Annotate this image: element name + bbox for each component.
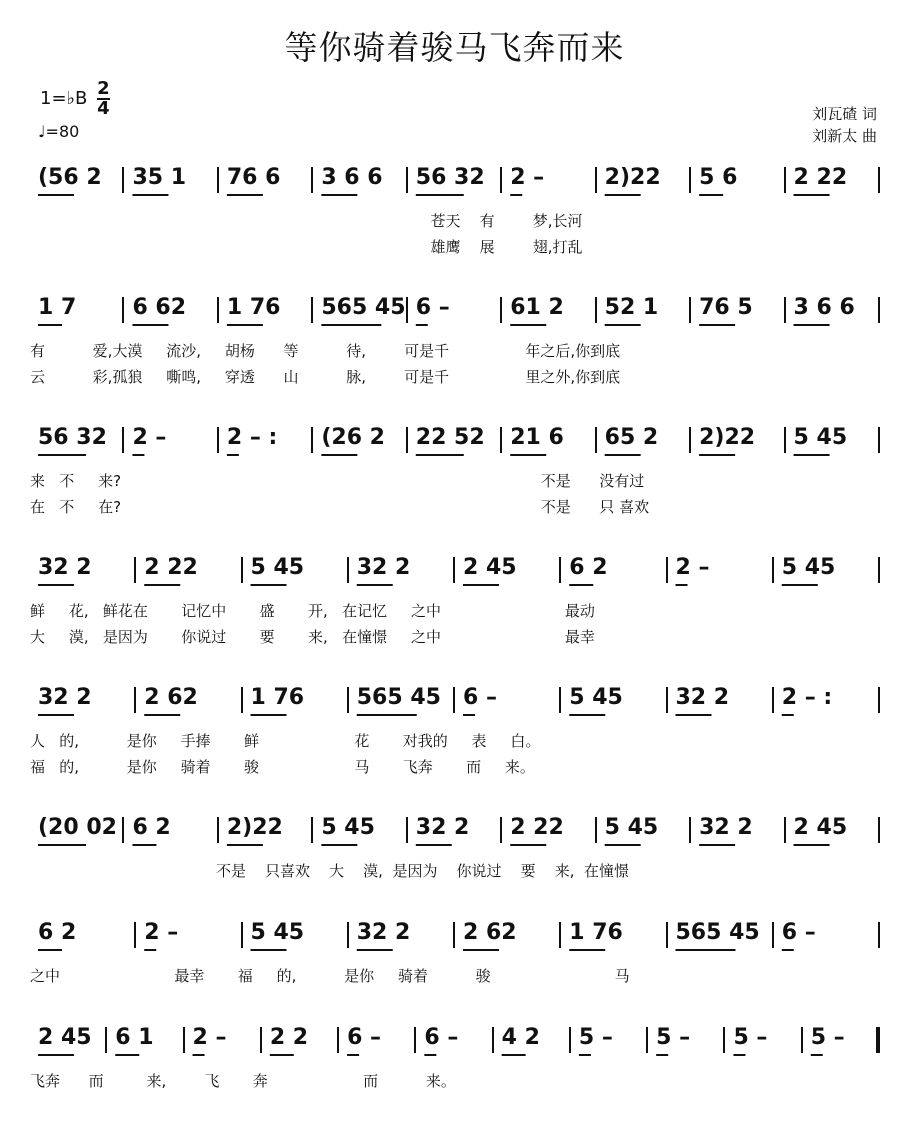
measure-notes: 6 – (415, 295, 450, 320)
measure-notes: 32 2 (356, 555, 411, 580)
measure-notes: 6 2 (569, 555, 608, 580)
measure-notes: 2 22 (510, 815, 564, 840)
measure-notes: 565 45 (321, 295, 406, 320)
measure-row (30, 1025, 880, 1059)
measure-notes: 35 1 (132, 165, 187, 190)
measure-notes: (26 2 (321, 425, 385, 450)
measure-notes: 1 76 (569, 920, 623, 945)
measure-notes: 2 – : (781, 685, 833, 710)
measure-notes: 2 45 (38, 1025, 92, 1050)
lyric-line: 之中 最幸 福 的, 是你 骑着 骏 马 (30, 967, 630, 985)
measure-notes: 2 – (132, 425, 167, 450)
measure-notes: 2 45 (793, 815, 848, 840)
measure-notes: 1 76 (250, 685, 305, 710)
measure-notes: 2 22 (144, 555, 198, 580)
measure-notes: 5 – (733, 1025, 768, 1050)
beam-lines (30, 1025, 880, 1059)
beam-lines (30, 920, 880, 954)
measure-notes: 3 6 6 (321, 165, 383, 190)
measure-notes: 22 52 (415, 425, 485, 450)
measure-notes: 565 45 (356, 685, 441, 710)
measure-row (30, 685, 880, 719)
measure-row (30, 165, 880, 199)
measure-row (30, 920, 880, 954)
measure-notes: 56 32 (38, 425, 107, 450)
measure-notes: 32 2 (356, 920, 411, 945)
measure-notes: 76 5 (699, 295, 753, 320)
measure-notes: 5 45 (250, 920, 305, 945)
lyric-line: 鲜 花, 鲜花在 记忆中 盛 开, 在记忆 之中 最动 (30, 602, 595, 620)
measure-notes: 2 2 (269, 1025, 309, 1050)
measure-notes: 5 – (578, 1025, 613, 1050)
key-signature (40, 80, 110, 118)
measure-notes: 32 2 (675, 685, 730, 710)
measure-notes: 5 6 (699, 165, 738, 190)
lyric-line: 大 漠, 是因为 你说过 要 来, 在憧憬 之中 最幸 (30, 628, 595, 646)
measure-notes: (56 2 (38, 165, 102, 190)
lyric-line: 雄鹰 展 翅,打乱 (30, 238, 583, 256)
measure-notes: 2 62 (144, 685, 198, 710)
time-signature-top: 2 (97, 78, 110, 99)
measure-row (30, 295, 880, 329)
composer-credit: 刘新太 曲 (812, 127, 877, 145)
measure-notes: 2 – (144, 920, 179, 945)
lyric-line: 云 彩,孤狼 嘶鸣, 穿透 山 脉, 可是千 里之外,你到底 (30, 368, 621, 386)
measure-notes: 32 2 (699, 815, 753, 840)
lyric-line: 飞奔 而 来, 飞 奔 而 来。 (30, 1072, 456, 1090)
measure-notes: 2 62 (463, 920, 517, 945)
measure-notes: 32 2 (38, 685, 92, 710)
measure-notes: 6 – (781, 920, 816, 945)
beam-lines (30, 685, 880, 719)
measure-notes: 21 6 (510, 425, 564, 450)
measure-notes: 61 2 (510, 295, 564, 320)
beam-lines (30, 815, 880, 849)
time-signature (97, 80, 110, 118)
measure-notes: 5 – (656, 1025, 691, 1050)
measure-notes: 2 – (192, 1025, 227, 1050)
measure-notes: 32 2 (38, 555, 92, 580)
measure-notes: (20 02 (38, 815, 117, 840)
beam-lines (30, 295, 880, 329)
lyricist-credit: 刘瓦碴 词 (812, 105, 877, 123)
lyric-line: 福 的, 是你 骑着 骏 马 飞奔 而 来。 (30, 758, 535, 776)
measure-notes: 2 45 (463, 555, 517, 580)
measure-notes: 2)22 (699, 425, 756, 450)
key-label: 1=♭B (40, 88, 88, 109)
measure-notes: 6 – (424, 1025, 459, 1050)
measure-notes: 32 2 (415, 815, 470, 840)
measure-notes: 5 45 (321, 815, 375, 840)
song-title: 等你骑着骏马飞奔而来 (284, 28, 625, 67)
beam-lines (30, 425, 880, 459)
measure-notes: 2)22 (604, 165, 661, 190)
measure-notes: 6 2 (38, 920, 77, 945)
measure-notes: 6 62 (132, 295, 187, 320)
lyric-line: 来 不 来? 不是 没有过 (30, 472, 645, 490)
measure-notes: 6 1 (115, 1025, 154, 1050)
measure-notes: 5 45 (781, 555, 836, 580)
measure-notes: 2 – (675, 555, 710, 580)
measure-notes: 65 2 (604, 425, 659, 450)
measure-notes: 2 – (510, 165, 545, 190)
measure-row (30, 425, 880, 459)
measure-notes: 5 45 (250, 555, 305, 580)
lyric-line: 在 不 在? 不是 只 喜欢 (30, 498, 650, 516)
measure-notes: 5 45 (604, 815, 659, 840)
measure-notes: 1 7 (38, 295, 77, 320)
measure-notes: 56 32 (415, 165, 485, 190)
measure-notes: 76 6 (226, 165, 281, 190)
measure-notes: 3 6 6 (793, 295, 855, 320)
measure-notes: 5 45 (569, 685, 623, 710)
lyric-line: 有 爱,大漠 流沙, 胡杨 等 待, 可是千 年之后,你到底 (30, 342, 621, 360)
measure-notes: 1 76 (226, 295, 281, 320)
measure-notes: 52 1 (604, 295, 659, 320)
measure-notes: 2)22 (226, 815, 283, 840)
measure-notes: 565 45 (675, 920, 760, 945)
measure-notes: 6 – (463, 685, 497, 710)
time-signature-bottom: 4 (97, 98, 110, 119)
measure-notes: 2 22 (793, 165, 848, 190)
beam-lines (30, 165, 880, 199)
measure-row (30, 555, 880, 589)
measure-row (30, 815, 880, 849)
measure-notes: 4 2 (501, 1025, 540, 1050)
lyric-line: 苍天 有 梦,长河 (30, 212, 583, 230)
measure-notes: 5 45 (793, 425, 848, 450)
measure-notes: 6 – (347, 1025, 382, 1050)
tempo-mark: ♩=80 (38, 122, 80, 141)
measure-notes: 6 2 (132, 815, 171, 840)
beam-lines (30, 555, 880, 589)
measure-notes: 2 – : (226, 425, 278, 450)
measure-notes: 5 – (810, 1025, 845, 1050)
lyric-line: 不是 只喜欢 大 漠, 是因为 你说过 要 来, 在憧憬 (30, 862, 629, 880)
lyric-line: 人 的, 是你 手捧 鲜 花 对我的 表 白。 (30, 732, 541, 750)
